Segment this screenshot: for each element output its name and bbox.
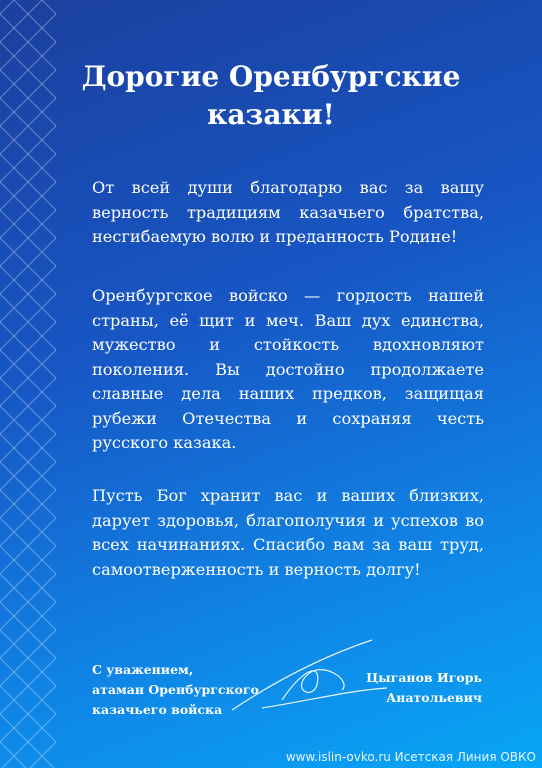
paragraph-2: Оренбургское войско — гордость нашей страны, её щит и меч. Ваш дух единства, мужество и стойкость вдохновляют поколения. Вы достойно продолжаете славные дела наших предков, защищая рубежи Отечества и сохраняя честь русского казака. — [92, 286, 484, 452]
signer-block — [300, 668, 482, 708]
closing-line-1: С уважением, — [92, 662, 194, 677]
signer-patronymic: Анатольевич — [386, 690, 482, 705]
footer-watermark: www.islin-ovko.ru Исетская Линия ОВКО — [285, 750, 536, 764]
paragraph-1: От всей души благодарю вас за вашу верность традициям казачьего братства, несгибаемую волю и преданность Родине! — [92, 178, 484, 246]
paragraph-3: Пусть Бог хранит вас и ваших близких, дарует здоровья, благополучия и успехов во всех начинаниях. Спасибо вам за ваш труд, самоотверженность и верность долгу! — [92, 486, 484, 579]
signer-name: Цыганов Игорь — [366, 670, 482, 685]
closing-line-3: казачьего войска — [92, 702, 223, 717]
closing-block — [92, 660, 259, 720]
letter-title: Дорогие Оренбургские казаки! — [81, 60, 461, 131]
lattice-pattern — [0, 0, 56, 768]
closing-line-2: атаман Оренбургского — [92, 682, 259, 697]
